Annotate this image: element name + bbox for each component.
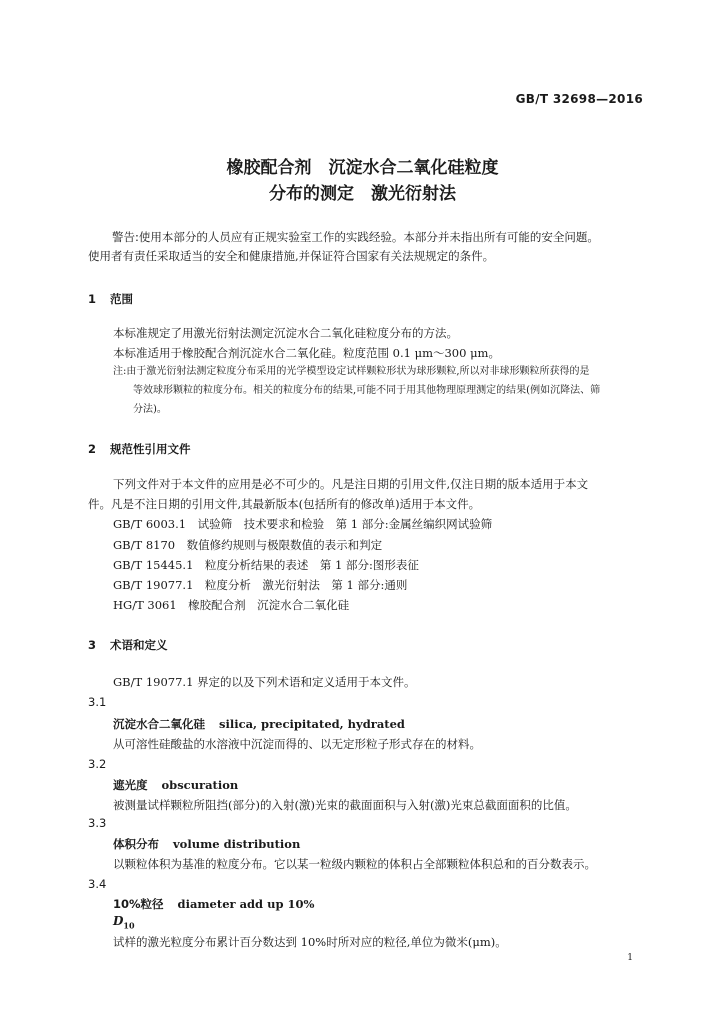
term-heading: 沉淀水合二氧化硅 silica, precipitated, hydrated bbox=[113, 717, 405, 731]
term-definition: 被测量试样颗粒所阻挡(部分)的入射(激)光束的截面面积与入射(激)光束总截面面积的比值。 bbox=[113, 798, 577, 812]
section-1-note-line1: 注:由于激光衍射法测定粒度分布采用的光学模型设定试样颗粒形状为球形颗粒,所以对非球形颗粒所获得的是 bbox=[113, 366, 590, 377]
term-symbol: $D_{10}$ bbox=[113, 914, 135, 931]
term-number: 3.1 bbox=[88, 695, 107, 709]
warning-line1: 警告:使用本部分的人员应有正规实验室工作的实践经验。本部分并未指出所有可能的安全问题。 bbox=[112, 230, 599, 244]
term-definition: 试样的激光粒度分布累计百分数达到 10%时所对应的粒径,单位为微米(μm)。 bbox=[113, 935, 507, 949]
warning-paragraph-cont bbox=[88, 247, 648, 266]
term-definition: 从可溶性硅酸盐的水溶液中沉淀而得的、以无定形粒子形式存在的材料。 bbox=[113, 737, 481, 751]
section-2-para-line2: 件。凡是不注日期的引用文件,其最新版本(包括所有的修改单)适用于本文件。 bbox=[88, 497, 481, 511]
term-heading: 遮光度 obscuration bbox=[113, 778, 239, 792]
section-1-note-line2: 等效球形颗粒的粒度分布。相关的粒度分布的结果,可能不同于用其他物理原理测定的结果(例如沉降法、筛 bbox=[133, 385, 601, 396]
term-heading: 10%粒径 diameter add up 10% bbox=[113, 897, 315, 911]
section-2-para-line1: 下列文件对于本文件的应用是必不可少的。凡是注日期的引用文件,仅注日期的版本适用于本文 bbox=[113, 477, 589, 491]
section-2-heading: 2 规范性引用文件 bbox=[88, 442, 191, 456]
section-3-heading: 3 术语和定义 bbox=[88, 638, 168, 652]
reference-item: GB/T 8170 数值修约规则与极限数值的表示和判定 bbox=[113, 538, 383, 552]
term-number: 3.3 bbox=[88, 816, 107, 830]
reference-item: GB/T 15445.1 粒度分析结果的表述 第 1 部分:图形表征 bbox=[113, 558, 419, 572]
reference-item: GB/T 6003.1 试验筛 技术要求和检验 第 1 部分:金属丝编织网试验筛 bbox=[113, 517, 493, 531]
term-number: 3.2 bbox=[88, 757, 107, 771]
warning-line2: 使用者有责任采取适当的安全和健康措施,并保证符合国家有关法规规定的条件。 bbox=[88, 249, 495, 263]
reference-item: GB/T 19077.1 粒度分析 激光衍射法 第 1 部分:通则 bbox=[113, 578, 408, 592]
reference-item: HG/T 3061 橡胶配合剂 沉淀水合二氧化硅 bbox=[113, 598, 350, 612]
section-1-heading: 1 范围 bbox=[88, 292, 133, 306]
page-number: 1 bbox=[627, 953, 633, 963]
warning-paragraph bbox=[88, 228, 648, 247]
section-1-para2: 本标准适用于橡胶配合剂沉淀水合二氧化硅。粒度范围 0.1 μm～300 μm。 bbox=[113, 346, 500, 360]
document-title-line2: 分布的测定 激光衍射法 bbox=[269, 184, 456, 204]
document-title-line1: 橡胶配合剂 沉淀水合二氧化硅粒度 bbox=[226, 158, 499, 178]
section-3-intro: GB/T 19077.1 界定的以及下列术语和定义适用于本文件。 bbox=[113, 675, 416, 689]
term-number: 3.4 bbox=[88, 877, 107, 891]
section-1-note-line3: 分法)。 bbox=[133, 404, 167, 415]
term-heading: 体积分布 volume distribution bbox=[113, 837, 301, 851]
standard-code: GB/T 32698—2016 bbox=[515, 92, 643, 106]
section-1-para1: 本标准规定了用激光衍射法测定沉淀水合二氧化硅粒度分布的方法。 bbox=[113, 326, 458, 340]
term-definition: 以颗粒体积为基准的粒度分布。它以某一粒级内颗粒的体积占全部颗粒体积总和的百分数表示。 bbox=[113, 857, 596, 871]
